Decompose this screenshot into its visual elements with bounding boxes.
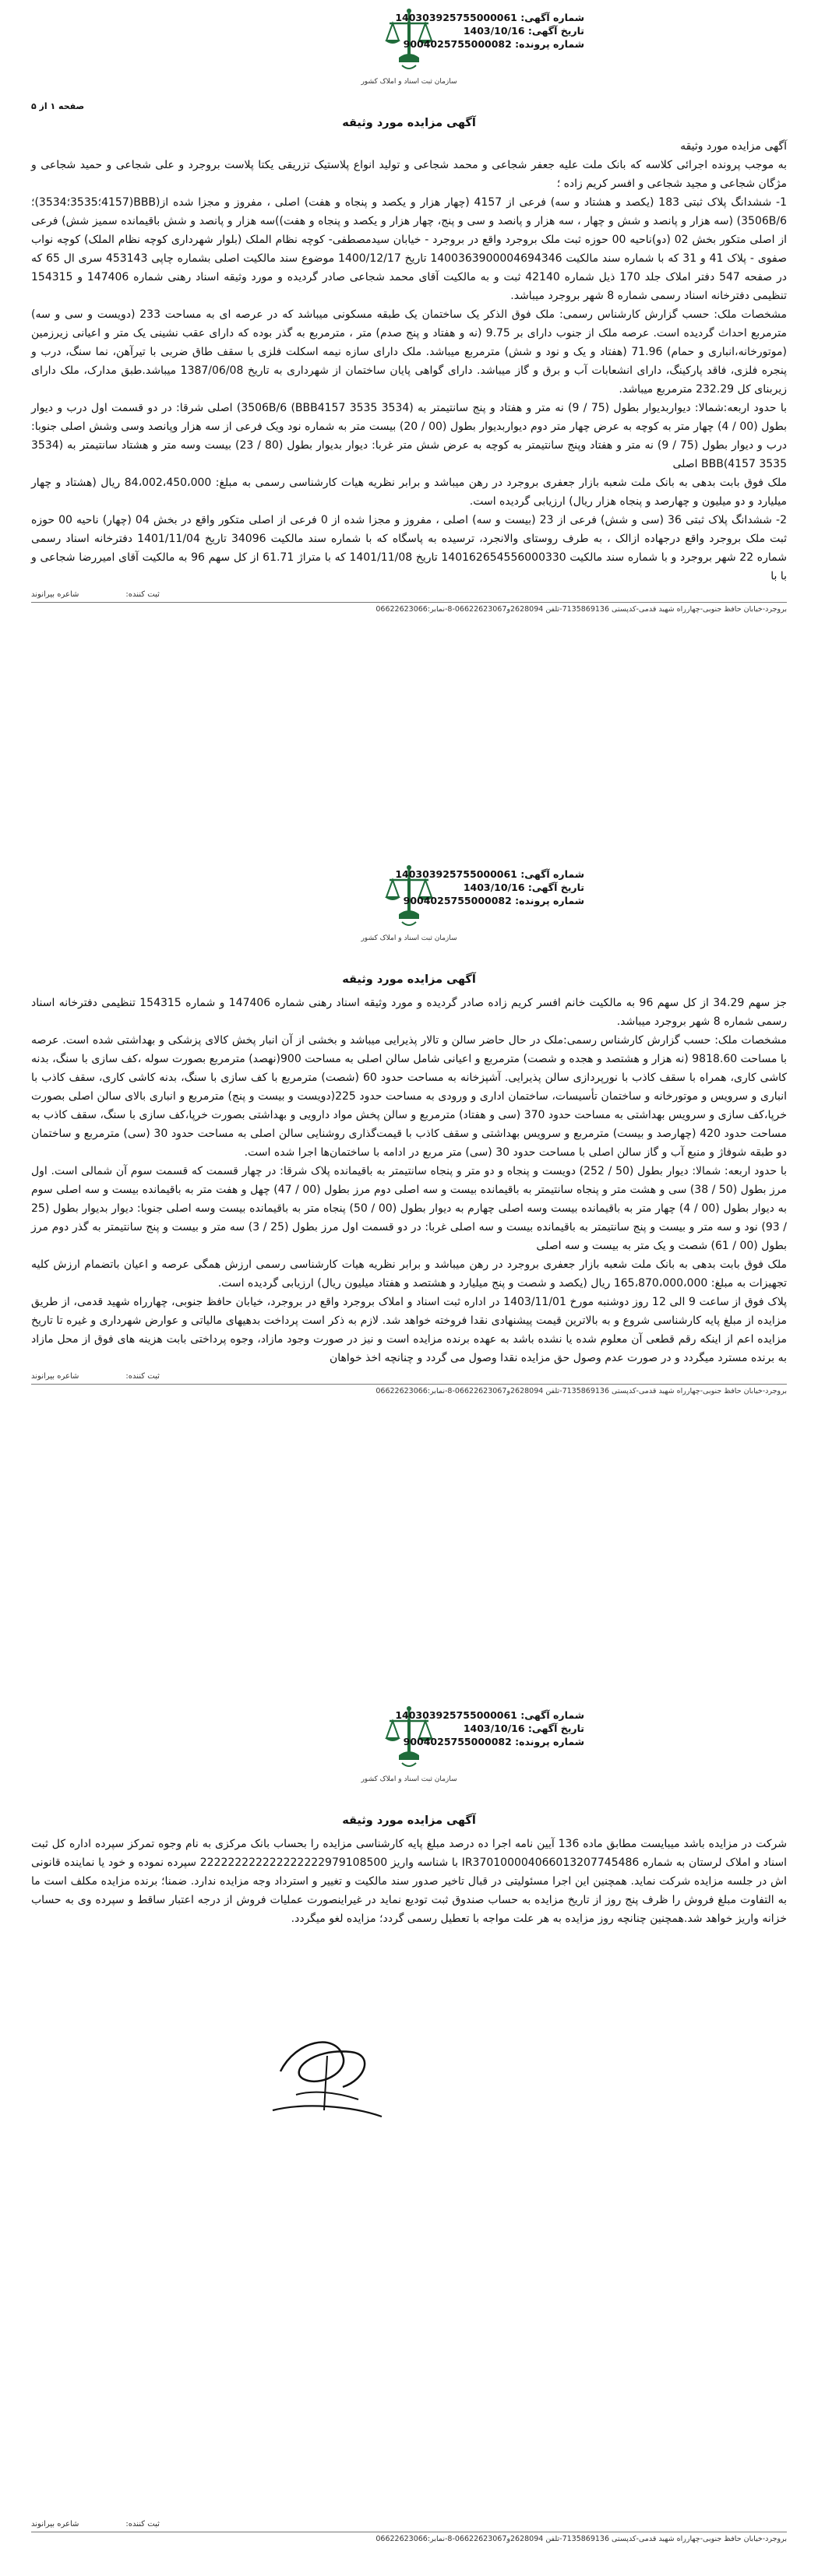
ad-number-row	[397, 867, 584, 881]
file-number-label: شماره پرونده:	[515, 38, 584, 50]
ad-date: 1403/10/16	[463, 1723, 525, 1734]
file-number-row	[397, 894, 584, 907]
ad-date-label: تاریخ آگهی:	[527, 1723, 584, 1734]
notice-header	[31, 0, 787, 117]
notice-title: آگهی مزایده مورد وثیقه	[342, 117, 476, 129]
notice-footer-block	[31, 2515, 787, 2543]
notice-section-1	[31, 0, 787, 818]
registrar-label: ثبت کننده:	[125, 2520, 160, 2528]
office-address: بروجرد-خیابان حافظ جنوبی-چهارراه شهید قدمی-کدپستی 7135869136-تلفن 2628094و06622623067-8-نمابر:06622623066	[31, 2532, 787, 2543]
ad-number-row	[397, 1709, 584, 1722]
handwritten-signature	[249, 2025, 405, 2134]
ad-number: 140303925755000061	[395, 12, 517, 23]
office-address: بروجرد-خیابان حافظ جنوبی-چهارراه شهید قدمی-کدپستی 7135869136-تلفن 2628094و06622623067-8-نمابر:06622623066	[31, 1384, 787, 1395]
registrar-row	[31, 590, 787, 599]
paragraph: مشخصات ملک: حسب گزارش کارشناس رسمی:ملک در حال حاضر سالن و تالار پذیرایی میباشد و بخشی از آن انبار پخش کالای پزشکی و بهداشتی شده است. عرصه با مساحت 9818.60 (نه هزار و هشتصد و هجده و شصت) مترمربع و اعیانی شامل سالن اصلی به مساحت 900(نهصد) مترمربع بصورت سوله ،کف سازی با سنگ، بدنه کاشی کاری، همراه با سقف کاذب با نورپردازی سالن پذیرایی. آشپزخانه به مساحت حدود 60 (شصت) مترمربع با کف سازی با سنگ، بدنه کاشی کاری، سقف کاذب با انباری و سرویس و موتورخانه و ساختمان تأسیسات، ساختمان اداری و ورودی به مساحت حدود 225(دویست و بیست و پنج) مترمربع و انباری بالای سالن اصلی بصورت خرپا،کف سازی و سرویس بهداشتی به مساحت حدود 370 (سی و هفتاد) مترمربع و سالن پخش مواد دارویی و بهداشتی بصورت خرپا،کف سازی با سنگ، سقف کاذب به مساحت حدود 420 (چهارصد و بیست) مترمربع و سرویس بهداشتی و سقف کاذب با قیمت‌گذاری روشنایی سالن اصلی به مساحت حدود 30 (سی) مترمربع و ساختمان دو طبقه شوفاژ و منبع آب و گاز سالن اصلی با مساحت حدود 30 (سی) متر مربع در ادامه با ساختمان‌ها اجرا شده است.	[31, 1034, 788, 1159]
paragraph: ملک فوق بابت بدهی به بانک ملت شعبه بازار جعفری بروجرد در رهن میباشد و برابر نظریه هیات کارشناسی رسمی ارزش همگی عرصه و اعیان باتضمام ارزش کلیه تجهیزات به مبلغ: 165،870،000،000 ریال (یکصد و شصت و پنج میلیارد و هشتصد و هفتاد میلیون ریال) ارزیابی گردیده است.	[31, 1258, 787, 1290]
paragraph: به موجب پرونده اجرائی کلاسه که بانک ملت علیه جعفر شجاعی و محمد شجاعی و تولید انواع پلاستیک تزریقی یکتا پلاست بروجرد و علی شجاعی و حمید شجاعی و مژگان شجاعی و مجید شجاعی و افسر کریم زاده ؛	[31, 159, 787, 190]
registrar-name: شاعره بیرانوند	[31, 2520, 79, 2528]
notice-body	[31, 137, 787, 586]
page-number: صفحه ۱ از ۵	[31, 101, 85, 111]
ad-date: 1403/10/16	[463, 25, 525, 37]
notice-title: آگهی مزایده مورد وثیقه	[342, 973, 476, 986]
paragraph: با حدود اربعه: شمالا: دیوار بطول (50 / 252) دویست و پنجاه و دو متر و پنجاه سانتیمتر به باقیمانده پلاک شرقا: در چهار قسمت که قسمت سوم آن شمالی است. اول مرز بطول (50 / 38) سی و هشت متر و پنجاه سانتیمتر به باقیمانده بیست و سه اصلی دوم مرز بطول (00 / 47) چهل و هفت متر به باقیمانده بیست و سه اصلی سوم به دیوار بطول (00 / 4) چهار متر به باقیمانده بیست وسه اصلی چهارم به دیوار بطول (00 / 50) پنجاه متر به باقیمانده بیست وسه اصلی جنوبا: دیوار بدیوار بطول (25 / 93) نود و سه متر و بیست و پنج سانتیمتر به باقیمانده بیست و سه اصلی غربا: در دو قسمت اول مرز بطول (25 / 3) سه متر و بیست و پنج سانتیمتر به گذر دوم مرز بطول (00 / 61) شصت و یک متر به بیست و سه اصلی	[31, 1165, 788, 1252]
org-name: سازمان ثبت اسناد و املاک کشور	[361, 78, 457, 86]
notice-meta	[397, 1709, 584, 1748]
file-number: 9004025755000082	[403, 1736, 512, 1747]
ad-number-label: شماره آگهی:	[520, 868, 584, 880]
ad-date-row	[397, 1722, 584, 1735]
registrar-name: شاعره بیرانوند	[31, 1372, 79, 1381]
notice-section-3	[31, 1698, 787, 2562]
paragraph: شرکت در مزایده باشد میبایست مطابق ماده 136 آیین نامه اجرا ده درصد مبلغ پایه کارشناسی مزایده را بحساب بانک مرکزی به نام وجوه تمرکز سپرده اداره کل ثبت اسناد و املاک لرستان به شماره IR370100004066013207745486 با شناسه واریز 222222222222222222979108500 سپرده نموده و خود یا نماینده قانونی اش در جلسه مزایده شرکت نماید. همچنین این اجرا مسئولیتی در قبال تاخیر صدور سند مالکیت و تغییر و استرداد وجه مزایده ندارد. ضمنا؛ برنده مزایده مکلف است ما به التفاوت مبلغ فروش را ظرف پنج روز از تاریخ مزایده به حساب صندوق ثبت تودیع نماید در غیراینصورت عملیات فروش از درجه اعتبار ساقط و سپرده وی به حساب خزانه واریز خواهد شد.همچنین چنانچه روز مزایده به هر علت مواجه با تعطیل رسمی گردد؛ مزایده لغو میگردد.	[31, 1838, 787, 1925]
file-number-row	[397, 1735, 584, 1748]
paragraph: 1- ششدانگ پلاک ثبتی 183 (یکصد و هشتاد و سه) فرعی از 4157 (چهار هزار و یکصد و پنجاه و هفت) اصلی ، مفروز و مجزا شده از(BBB(4157؛3535؛3534)؛3506B/6) (سه هزار و پانصد و شش و چهار ، سه هزار و پانصد و سی و پنج، چهار هزار و یکصد و پنجاه و هفت))سه هزار و پانصد و شش باقیمانده سمیز شش) فرعی از اصلی متکور بخش 02 (دو)ناحیه 00 حوزه ثبت ملک بروجرد واقع در بروجرد - خیابان سیدمصطفی- کوچه نظام الملک (بلوار شهرداری کوچه نظام الملک) کوچه نواب صفوی - پلاک 41 و 31 که با شماره سند مالکیت 1400363900004694346 تاریخ 1400/12/17 موضوع سند مالکیت اصلی بشماره چاپی 453143 سری ال 65 که در صفحه 547 دفتر املاک جلد 170 ذیل شماره 42140 ثبت و به مالکیت آقای محمد شجاعی صادر گردیده و مورد وثیقه اسناد رهنی شماره 147406 و 154315 تنظیمی دفترخانه اسناد رسمی شماره 8 شهر بروجرد میباشد.	[31, 196, 788, 302]
paragraph: پلاک فوق از ساعت 9 الی 12 روز دوشنبه مورخ 1403/11/01 در اداره ثبت اسناد و املاک بروجرد واقع در بروجرد، خیابان حافظ جنوبی، چهارراه شهید قدمی، از طریق مزایده از مبلغ پایه کارشناسی شروع و به بالاترین قیمت پیشنهادی نقدا فروخته خواهد شد. لازم به ذکر است پرداخت بدهیهای مالیاتی و عوارض شهرداری و غیره تا تاریخ مزایده اعم از اینکه رقم قطعی آن معلوم شده یا نشده باشد به عهده برنده مزایده است و نیز در صورت وجود مازاد، وجوه پرداختی بابت هزینه های فوق از محل مازاد به برنده مسترد میگردد و در صورت عدم وصول حق مزایده نقدا وصول می گردد و چنانچه اخذ خواهان	[31, 1296, 787, 1364]
ad-date: 1403/10/16	[463, 882, 525, 893]
ad-number-label: شماره آگهی:	[520, 12, 584, 23]
registrar-row	[31, 2520, 787, 2528]
paragraph: جز سهم 34.29 از کل سهم 96 به مالکیت خانم افسر کریم زاده صادر گردیده و مورد وثیقه اسناد رهنی شماره 147406 و شماره 154315 تنظیمی دفترخانه اسناد رسمی شماره 8 شهر بروجرد میباشد.	[31, 997, 787, 1028]
registrar-row	[31, 1372, 787, 1381]
notice-header	[31, 857, 787, 973]
paragraph: 2- ششدانگ پلاک ثبتی 36 (سی و شش) فرعی از 23 (بیست و سه) اصلی ، مفروز و مجزا شده از 0 فرعی از اصلی متکور واقع در بخش 04 (چهار) ناحیه 00 حوزه ثبت ملک بروجرد واقع درجهاده ازالک ، به طرف روستای والانجرد، ترسیده به پاسگاه که با شماره سند مالکیت 34096 تاریخ 1401/11/04 دفترخانه اسناد رسمی شماره 22 شهر بروجرد و با شماره سند مالکیت 140162654556000330 تاریخ 1401/11/08 که با متراژ 61.71 از کل سهم 96 به مالکیت آقای امیررضا شجاعی و با با	[31, 514, 787, 582]
paragraph: ملک فوق بابت بدهی به بانک ملت شعبه بازار جعفری بروجرد در رهن میباشد و برابر نظریه هیات کارشناسی رسمی به مبلغ: 84،002،450،000 ریال (هشتاد و چهار میلیارد و دو میلیون و چهارصد و پنجاه هزار ریال) ارزیابی گردیده است.	[31, 477, 787, 508]
org-name: سازمان ثبت اسناد و املاک کشور	[361, 934, 457, 942]
paragraph: با حدود اربعه:شمالا: دیواربدیوار بطول (75 / 9) نه متر و هفتاد و پنج سانتیمتر به 3506B/6 (BBB4157 3535 3534)) اصلی شرقا: در دو قسمت اول درب و دیوار بطول (00 / 4) چهار متر به کوچه به عرض چهار متر دوم دیواربدیوار بطول (00 / 20) بیست متر به شماره نود ویک فرعی از سه هزار وپانصد وسی وشش اصلی جنوبا: درب و دیوار بطول (75 / 9) نه متر و هفتاد وپنج سانتیمتر به کوچه به عرض شش متر غربا: دیوار بدیوار بطول (80 / 23) بیست وسه متر و هشتاد سانتیمتر به (3534 3535 BBB(4157 اصلی	[31, 402, 788, 470]
registrar-label: ثبت کننده:	[125, 1372, 160, 1381]
ad-number-label: شماره آگهی:	[520, 1709, 584, 1721]
file-number-row	[397, 37, 584, 51]
file-number-label: شماره پرونده:	[515, 1736, 584, 1747]
ad-date-row	[397, 24, 584, 37]
notice-title: آگهی مزایده مورد وثیقه	[342, 1814, 476, 1827]
ad-number: 140303925755000061	[395, 868, 517, 880]
ad-number-row	[397, 11, 584, 24]
file-number: 9004025755000082	[403, 895, 512, 906]
registrar-name: شاعره بیرانوند	[31, 590, 79, 599]
file-number-label: شماره پرونده:	[515, 895, 584, 906]
notice-section-2	[31, 857, 787, 1659]
file-number: 9004025755000082	[403, 38, 512, 50]
paragraph: آگهی مزایده مورد وثیقه	[680, 140, 787, 153]
ad-date-label: تاریخ آگهی:	[527, 882, 584, 893]
ad-date-row	[397, 881, 584, 894]
notice-body	[31, 1835, 787, 1928]
notice-meta	[397, 867, 584, 907]
org-name: سازمان ثبت اسناد و املاک کشور	[361, 1775, 457, 1783]
paragraph: مشخصات ملک: حسب گزارش کارشناس رسمی: ملک فوق الذکر یک ساختمان یک طبقه مسکونی میباشد که در عرصه ای به مساحت 233 (دویست و سی و سه) مترمربع احداث گردیده است. عرصه ملک از جنوب دارای بر 9.75 (نه و هفتاد و پنج صدم) متر ، مترمربع به گذر بوده که دارای عقب نشینی یک متر و اعیانی زیرزمین (موتورخانه،انباری و حمام) 71.96 (هفتاد و یک و نود و شش) مترمربع میباشد. ملک دارای سازه نیمه اسکلت فلزی با سقف طاق ضربی با تیرآهن، نما سنگ، درب و پنجره فلزی، فاقد پارکینگ، دارای انشعابات آب و برق و گاز میباشد. دارای گواهی پایان ساختمان از شهرداری به تاریخ 1387/06/08 میباشد.طبق مدارک، ملک دارای زیربنای کل 232.29 مترمربع میباشد.	[31, 308, 787, 396]
notice-header	[31, 1698, 787, 1814]
ad-number: 140303925755000061	[395, 1709, 517, 1721]
notice-body	[31, 994, 787, 1367]
ad-date-label: تاریخ آگهی:	[527, 25, 584, 37]
office-address: بروجرد-خیابان حافظ جنوبی-چهارراه شهید قدمی-کدپستی 7135869136-تلفن 2628094و06622623067-8-نمابر:06622623066	[31, 602, 787, 614]
notice-meta	[397, 11, 584, 51]
registrar-label: ثبت کننده:	[125, 590, 160, 599]
